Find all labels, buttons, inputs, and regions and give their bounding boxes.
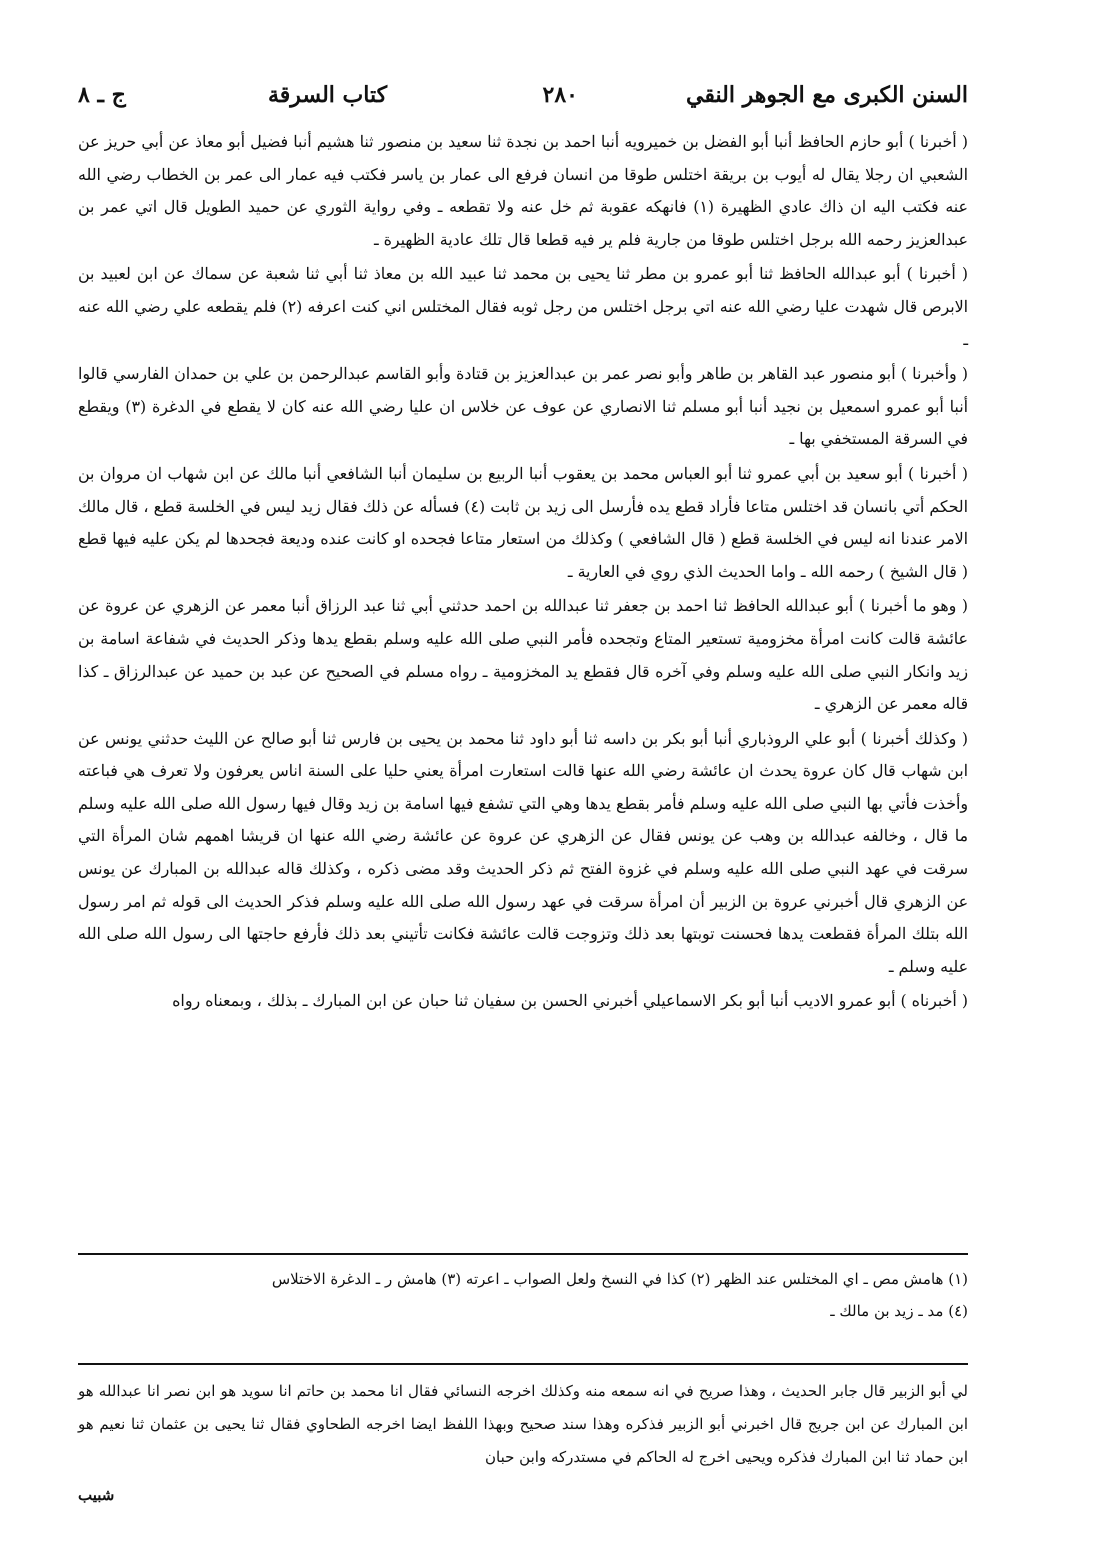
page [78, 78, 968, 1538]
paragraph: ( أخبرنا ) أبو عبدالله الحافظ ثنا أبو عمرو بن مطر ثنا يحيى بن محمد ثنا عبيد الله بن معاذ ثنا أبي ثنا شعبة عن سماك عن ابن لعبيد بن الابرص قال شهدت عليا رضي الله عنه اتي برجل اختلس من رجل ثوبه فقال المختلس اني كنت اعرفه (٢) فلم يقطعه علي رضي الله عنه ـ [78, 264, 968, 349]
footnote-line: (٤) مد ـ زيد بن مالك ـ [830, 1302, 968, 1320]
paragraph: ( وأخبرنا ) أبو منصور عبد القاهر بن طاهر وأبو نصر عمر بن عبدالعزيز بن قتادة وأبو القاسم عبدالرحمن بن علي بن حمدان الفارسي قالوا أنبا أبو عمرو اسمعيل بن نجيد أنبا أبو مسلم ثنا الانصاري عن عوف عن خلاس ان عليا رضي الله عنه كان لا يقطع في الدغرة (٣) ويقطع في السرقة المستخفي بها ـ [78, 364, 968, 449]
footnote-divider [78, 1253, 968, 1255]
catchword: شبيب [78, 1486, 115, 1504]
footnote-line: (١) هامش مص ـ اي المختلس عند الظهر (٢) كذا في النسخ ولعل الصواب ـ اعرته (٣) هامش ر ـ الدغرة الاختلاس [271, 1270, 968, 1288]
paragraph: ( أخبرناه ) أبو عمرو الاديب أنبا أبو بكر الاسماعيلي أخبرني الحسن بن سفيان ثنا حبان عن ابن المبارك ـ بذلك ، وبمعناه رواه [172, 991, 968, 1011]
page-header [78, 78, 968, 118]
commentary-text: لي أبو الزبير قال جابر الحديث ، وهذا صريح في انه سمعه منه وكذلك اخرجه النسائي فقال انا محمد بن حاتم انا سويد هو ابن نصر انا عبدالله هو ابن المبارك عن ابن جريج قال اخبرني أبو الزبير فذكره وهذا سند صحيح وبهذا اللفظ ايضا اخرجه الطحاوي فقال ثنا يحيى بن عثمان ثنا نعيم هو ابن حماد ثنا ابن المبارك فذكره ويحيى اخرج له الحاكم في مستدركه وابن حبان [78, 1382, 968, 1466]
paragraph: ( أخبرنا ) أبو سعيد بن أبي عمرو ثنا أبو العباس محمد بن يعقوب أنبا الربيع بن سليمان أنبا الشافعي أنبا مالك عن ابن شهاب ان مروان بن الحكم أتي بانسان قد اختلس متاعا فأراد قطع يده فأرسل الى زيد بن ثابت (٤) فسأله عن ذلك فقال زيد ليس في الخلسة قطع ، قال مالك الامر عندنا انه ليس في الخلسة قطع ( قال الشافعي ) وكذلك من استعار متاعا فجحده او كانت عنده وديعة فجحدها لم يكن عليه فيها قطع ( قال الشيخ ) رحمه الله ـ واما الحديث الذي روي في العارية ـ [78, 463, 968, 581]
chapter-title: كتاب السرقة [268, 82, 388, 108]
book-title: السنن الكبرى مع الجوهر النقي [686, 82, 968, 108]
page-number: ٢٨٠ [542, 82, 578, 108]
commentary-divider [78, 1363, 968, 1365]
commentary [78, 1375, 968, 1474]
paragraph: ( أخبرنا ) أبو حازم الحافظ أنبا أبو الفضل بن خميرويه أنبا احمد بن نجدة ثنا سعيد بن منصور ثنا هشيم أنبا فضيل أبو معاذ عن أبي حريز عن الشعبي ان رجلا يقال له أيوب بن بريقة اختلس طوقا من انسان فرفع الى عمار بن ياسر فكتب فيه عمار الى عمر بن الخطاب رضي الله عنه فكتب اليه ان ذاك عادي الظهيرة (١) فانهكه عقوبة ثم خل عنه ولا تقطعه ـ وفي رواية الثوري عن حميد الطويل قال اتي عمر بن عبدالعزيز رحمه الله برجل اختلس طوقا من جارية فلم ير فيه قطعا قال تلك عادية الظهيرة ـ [78, 132, 968, 249]
volume-number: ج ـ ٨ [78, 82, 126, 108]
paragraph: ( وكذلك أخبرنا ) أبو علي الروذباري أنبا أبو بكر بن داسه ثنا أبو داود ثنا محمد بن يحيى بن فارس ثنا أبو صالح عن الليث حدثني يونس عن ابن شهاب قال كان عروة يحدث ان عائشة رضي الله عنها قالت استعارت امرأة يعني حليا على السنة اناس يعرفون ولا تعرف هي فباعته وأخذت فأتي بها النبي صلى الله عليه وسلم فأمر بقطع يدها وهي التي تشفع فيها اسامة بن زيد وقال فيها رسول الله صلى الله عليه وسلم ما قال ، وخالفه عبدالله بن وهب عن يونس فقال عن الزهري عن عروة عن عائشة رضي الله عنها ان قريشا اهمهم شان المرأة التي سرقت في عهد النبي صلى الله عليه وسلم في غزوة الفتح ثم ذكر الحديث وقد مضى ذكره ، وكذلك قاله عبدالله بن المبارك عن يونس عن الزهري قال أخبرني عروة بن الزبير أن امرأة سرقت في عهد رسول الله صلى الله عليه وسلم فذكر الحديث الى قوله ثم امر رسول الله بتلك المرأة فقطعت يدها فحسنت توبتها بعد ذلك وتزوجت قالت عائشة فكانت تأتيني بعد ذلك فأرفع حاجتها الى رسول الله صلى الله عليه وسلم ـ [78, 728, 968, 976]
paragraph: ( وهو ما أخبرنا ) أبو عبدالله الحافظ ثنا احمد بن جعفر ثنا عبدالله بن احمد حدثني أبي ثنا عبد الرزاق أنبا معمر عن الزهري عن عروة عن عائشة قالت كانت امرأة مخزومية تستعير المتاع وتجحده فأمر النبي صلى الله عليه وسلم بقطع يدها وذكر الحديث في شفاعة اسامة بن زيد وانكار النبي صلى الله عليه وسلم وفي آخره قال فقطع يد المخزومية ـ رواه مسلم في الصحيح عن عبد بن حميد عن عبدالرزاق ـ كذا قاله معمر عن الزهري ـ [78, 596, 968, 714]
main-text [78, 126, 968, 1020]
footnotes [78, 1263, 968, 1327]
